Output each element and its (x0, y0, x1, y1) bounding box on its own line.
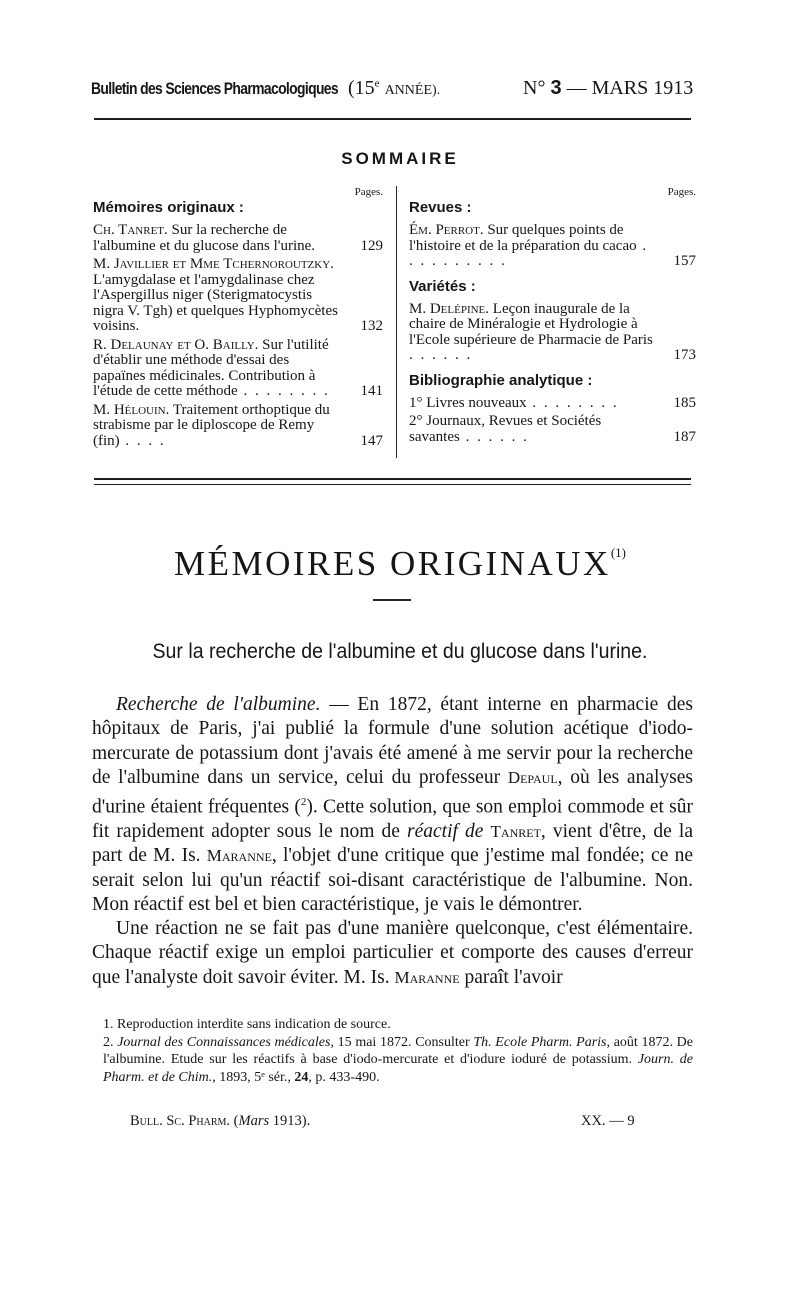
title-rule (373, 599, 411, 601)
toc-entry: Ém. Perrot. Sur quelques points de l'histoire et de la préparation du cacao . . . . . . . . . . 157 (409, 222, 696, 269)
sommaire-rule (94, 478, 691, 480)
pages-label: Pages. (354, 186, 383, 198)
sommaire-title: SOMMAIRE (341, 149, 459, 168)
issue-number: N° 3 — MARS 1913 (523, 77, 694, 99)
section-revues: Revues : (409, 199, 472, 216)
page-signature: XX. — 9 (581, 1113, 635, 1129)
toc-entry: M. Hélouin. Traitement orthoptique du strabisme par le diploscope de Remy (fin) . . . . 147 (93, 401, 383, 449)
sommaire-rule (94, 484, 691, 485)
toc-entry: Ch. Tanret. Sur la recherche de l'albumine et du glucose dans l'urine. 129 (93, 222, 383, 254)
toc-entry: 1° Livres nouveaux . . . . . . . . 185 (409, 394, 696, 411)
toc-entry: M. Javillier et Mme Tchernoroutzky. L'amygdalase et l'amygdalinase chez l'Aspergillus niger (Sterigmatocystis nigra V. Tgh) et quelques Hyphomycètes voisins. 132 (93, 256, 383, 334)
paragraph: Recherche de l'albumine. — En 1872, étant interne en pharmacie des hôpitaux de Paris, j'ai publié la formule d'une solution acétique d'iodo-mercurate de potassium dont j'avais été amené à me servir pour la recherche de l'albumine dans un service, celui du professeur Depaul, où les analyses d'urine étaient fréquentes ($^2$). Cette solution, que son emploi commode et sûr fit rapidement adopter sous le nom de réactif de Tanret, vient d'être, de la part de M. Is. Maranne, l'objet d'une critique que j'estime mal fondée; ce ne serait selon lui qu'un réactif soi-disant caractéristique de l'albumine. Non. Mon réactif est bel et bien caractéristique, je vais le démontrer. (92, 694, 694, 915)
sommaire-right-column (409, 186, 696, 448)
section-bibliographie: Bibliographie analytique : (409, 371, 593, 389)
toc-entry: R. Delaunay et O. Bailly. Sur l'utilité d'établir une méthode d'essai des papaïnes médicinales. Contribution à l'étude de cette méthode . . . . . . . . 141 (93, 336, 383, 399)
section-title: MÉMOIRES ORIGINAUX$^{(1)}$ (174, 544, 626, 583)
footnotes (103, 1016, 693, 1086)
paragraph: Une réaction ne se fait pas d'une manière quelconque, c'est élémentaire. Chaque réactif exige un emploi particulier et comporte des causes d'erreur que l'analyste doit savoir éviter. M. Is. Maranne paraît l'avoir (92, 918, 693, 988)
section-varietes: Variétés : (409, 277, 476, 295)
article-title: Sur la recherche de l'albumine et du glucose dans l'urine. (152, 640, 648, 663)
footnote-1: 1. Reproduction interdite sans indication de source. (103, 1017, 391, 1032)
toc-entry: M. Delépine. Leçon inaugurale de la chaire de Minéralogie et Hydrologie à l'Ecole supérieure de Pharmacie de Paris . . . . . . 173 (409, 300, 696, 363)
article-body (92, 693, 693, 990)
header-rule (94, 118, 691, 120)
section-memoires: Mémoires originaux : (93, 199, 244, 216)
footnote-2: 2. Journal des Connaissances médicales, 15 mai 1872. Consulter Th. Ecole Pharm. Paris, août 1872. De l'albumine. Etude sur les réactifs à base d'iodo-mercurate et d'iodure ioduré de potassium. Journ. de Pharm. et de Chim., 1893, 5ᵉ sér., 24, p. 433-490. (103, 1034, 693, 1085)
column-divider (396, 186, 397, 458)
running-footer: Bull. Sc. Pharm. (Mars 1913). (130, 1113, 311, 1129)
sommaire-left-column (93, 186, 383, 452)
toc-entry: 2° Journaux, Revues et Sociétés savantes . . . . . . 187 (409, 413, 696, 445)
pages-label: Pages. (667, 186, 696, 198)
journal-title: Bulletin des Sciences Pharmacologiques (91, 79, 338, 98)
volume-year: (15e ANNÉE). (348, 77, 441, 99)
